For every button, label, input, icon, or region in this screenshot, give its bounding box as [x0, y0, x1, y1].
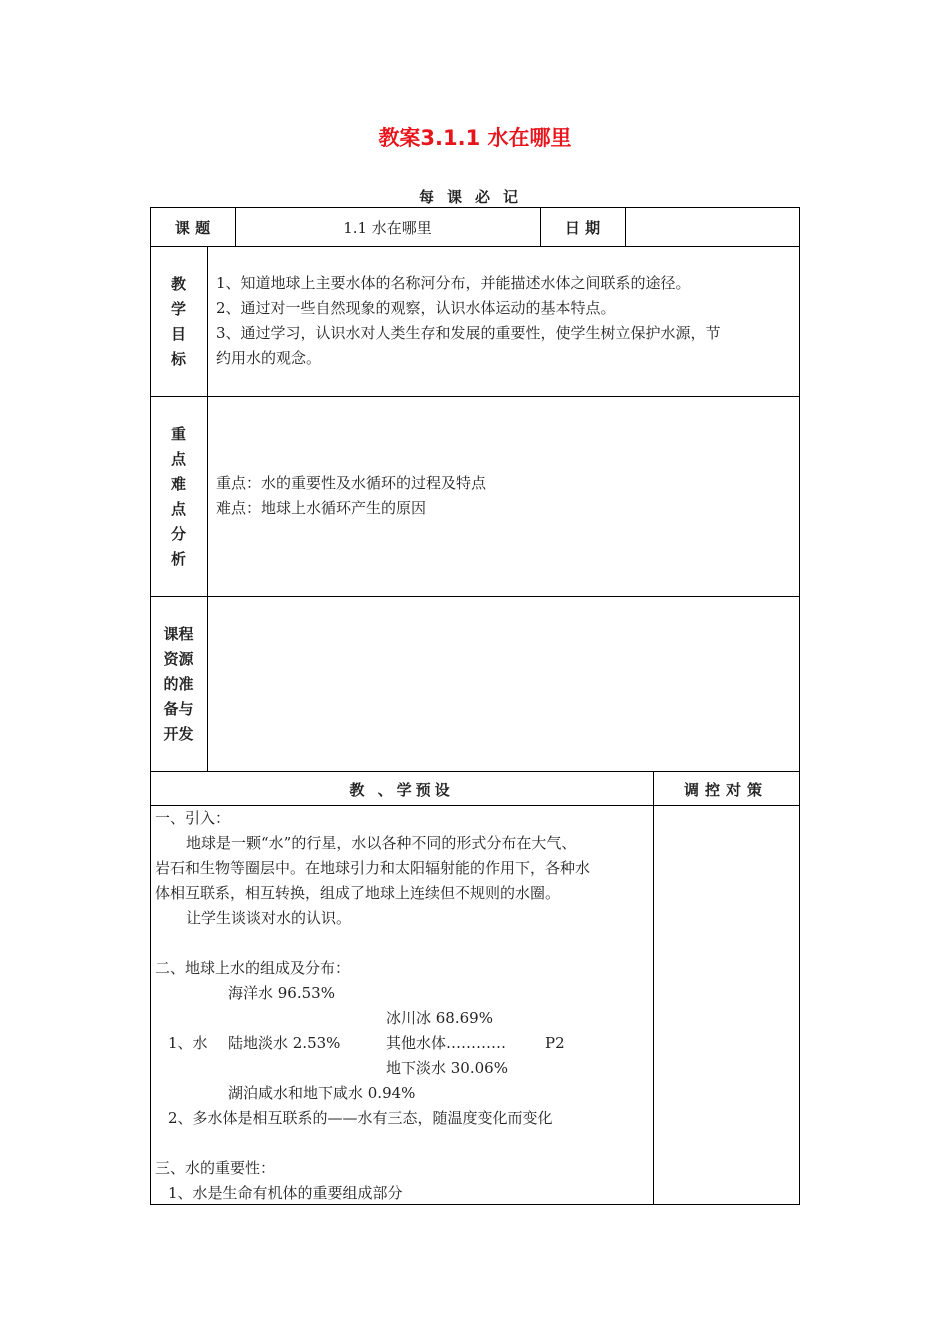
objectives-label: 教 学 目 标	[170, 275, 186, 368]
section2-heading: 二、地球上水的组成及分布：	[155, 959, 351, 977]
teaching-plan-header: 教 、学预设	[349, 781, 454, 799]
land-fresh-water: 陆地淡水 2.53%	[228, 1034, 341, 1052]
water-label: 1、水	[168, 1034, 208, 1052]
section2-item2: 2、多水体是相互联系的——水有三态，随温度变化而变化	[168, 1109, 553, 1127]
intro-line-1: 地球是一颗“水”的行星，水以各种不同的形式分布在大气、	[186, 834, 577, 852]
intro-line-4: 让学生谈谈对水的认识。	[186, 909, 352, 927]
other-water: 其他水体…………	[386, 1034, 507, 1052]
topic-label: 课 题	[174, 219, 211, 237]
objective-line-3: 3、通过学习，认识水对人类生存和发展的重要性，使学生树立保护水源，节	[216, 324, 721, 342]
ocean-water: 海洋水 96.53%	[228, 984, 335, 1002]
document-subtitle: 每课必记	[418, 188, 531, 206]
key-points-label: 重 点 难 点 分 析	[170, 425, 186, 568]
difficulty-line: 难点：地球上水循环产生的原因	[216, 499, 427, 517]
key-point-line: 重点：水的重要性及水循环的过程及特点	[216, 474, 487, 492]
lake-salt-water: 湖泊咸水和地下咸水 0.94%	[228, 1084, 416, 1102]
strategy-header: 调控对策	[683, 781, 768, 799]
date-label: 日 期	[564, 219, 601, 237]
intro-line-3: 体相互联系，相互转换，组成了地球上连续但不规则的水圈。	[155, 884, 561, 902]
intro-line-2: 岩石和生物等圈层中。在地球引力和太阳辐射能的作用下，各种水	[155, 859, 591, 877]
intro-heading: 一、引入：	[155, 809, 231, 827]
resources-label: 课程 资源 的准 备与 开发	[163, 625, 194, 743]
section3-heading: 三、水的重要性：	[155, 1159, 276, 1177]
objective-line-4: 约用水的观念。	[216, 349, 322, 367]
section3-item1: 1、水是生命有机体的重要组成部分	[168, 1184, 403, 1202]
objective-line-2: 2、通过对一些自然现象的观察，认识水体运动的基本特点。	[216, 299, 616, 317]
glacier-ice: 冰川冰 68.69%	[386, 1009, 493, 1027]
document-title: 教案3.1.1 水在哪里	[378, 126, 572, 150]
topic-value: 1.1 水在哪里	[343, 219, 432, 237]
objective-line-1: 1、知道地球上主要水体的名称河分布，并能描述水体之间联系的途径。	[216, 274, 691, 292]
ground-fresh-water: 地下淡水 30.06%	[386, 1059, 508, 1077]
page-reference: P2	[545, 1034, 565, 1052]
